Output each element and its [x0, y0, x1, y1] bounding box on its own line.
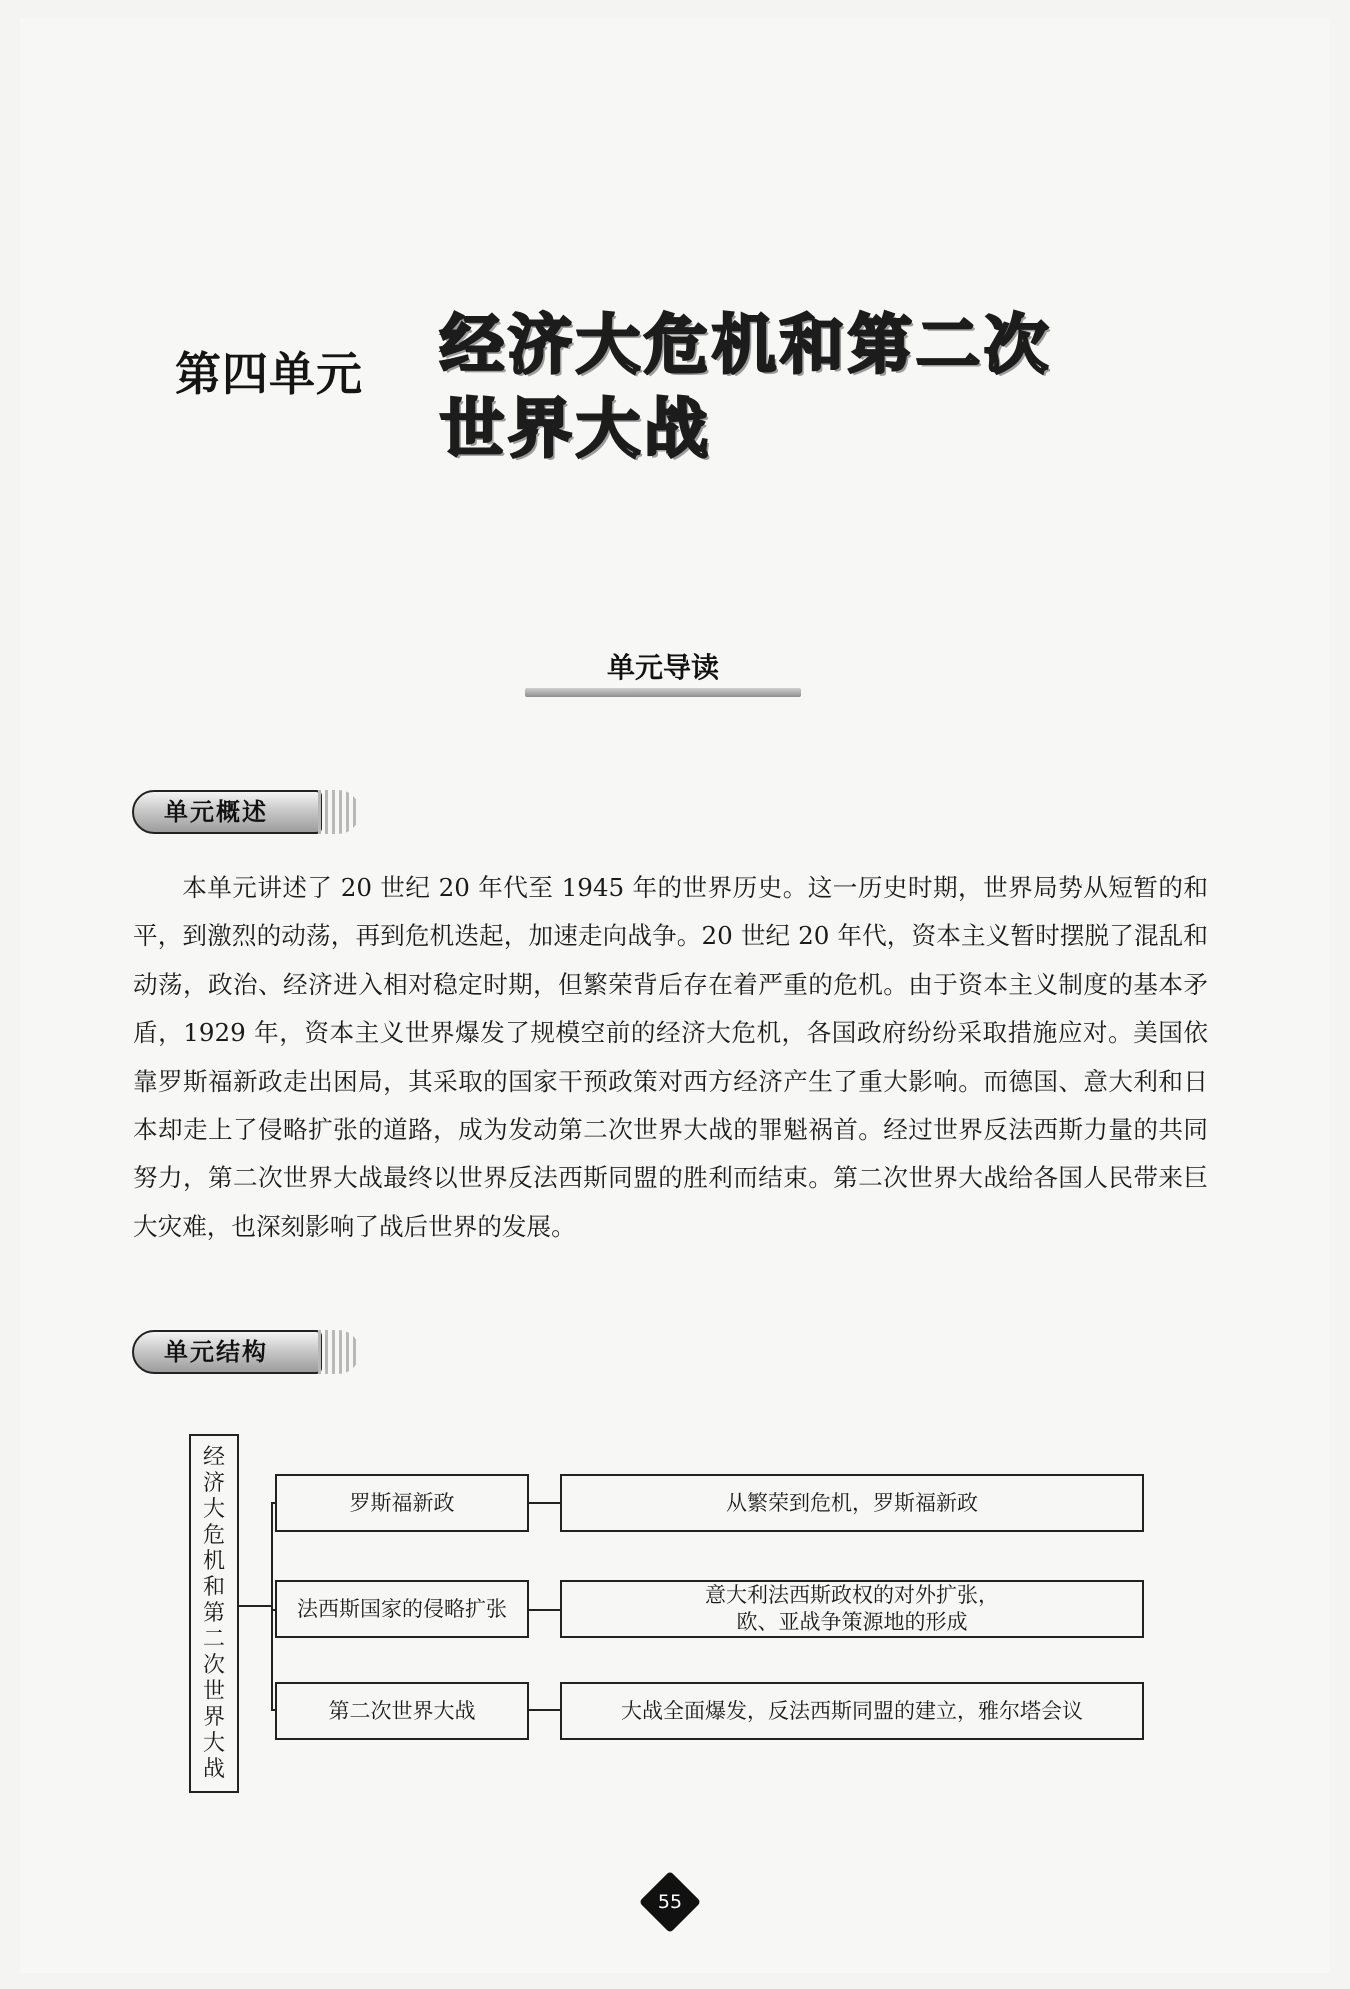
overview-tag-decoration: [318, 790, 360, 834]
topic-box: [275, 1580, 529, 1638]
root-char: 危: [202, 1522, 225, 1548]
root-char: 经: [202, 1444, 225, 1470]
detail-box: [560, 1474, 1144, 1532]
detail-label-line-1: 意大利法西斯政权的对外扩张，: [705, 1583, 999, 1607]
unit-title: [440, 304, 1052, 472]
heading-underline: [525, 688, 801, 697]
root-char: 次: [202, 1652, 225, 1678]
root-char: 大: [202, 1496, 225, 1522]
structure-tag-decoration: [318, 1330, 360, 1374]
topic-box: [275, 1682, 529, 1740]
detail-label-line-2: 欧、亚战争策源地的形成: [736, 1610, 968, 1634]
topic-label: 第二次世界大战: [328, 1698, 476, 1723]
root-char: 和: [202, 1574, 225, 1600]
root-char: 机: [202, 1548, 225, 1574]
page-number: 55: [657, 1891, 683, 1913]
topic-label: 罗斯福新政: [349, 1490, 455, 1515]
detail-box: [560, 1682, 1144, 1740]
unit-title-line-2: 世界大战: [440, 393, 712, 467]
root-char: 界: [202, 1704, 225, 1730]
overview-paragraph: 本单元讲述了 20 世纪 20 年代至 1945 年的世界历史。这一历史时期，世界局势从短暂的和平，到激烈的动荡，再到危机迭起，加速走向战争。20 世纪 20 年代，资本主义暂时摆脱了混乱和动荡，政治、经济进入相对稳定时期，但繁荣背后存在着严重的危机。由于资本主义制度的基本矛盾，1929 年，资本主义世界爆发了规模空前的经济大危机，各国政府纷纷采取措施应对。美国依靠罗斯福新政走出困局，其采取的国家干预政策对西方经济产生了重大影响。而德国、意大利和日本却走上了侵略扩张的道路，成为发动第二次世界大战的罪魁祸首。经过世界反法西斯力量的共同努力，第二次世界大战最终以世界反法西斯同盟的胜利而结束。第二次世界大战给各国人民带来巨大灾难，也深刻影响了战后世界的发展。: [133, 873, 1208, 1241]
root-char: 济: [202, 1470, 225, 1496]
root-char: 战: [202, 1756, 225, 1782]
section-heading: 单元导读: [606, 651, 719, 684]
connector-detail-1: [527, 1502, 562, 1504]
detail-label: 大战全面爆发，反法西斯同盟的建立，雅尔塔会议: [621, 1698, 1083, 1723]
topic-label: 法西斯国家的侵略扩张: [297, 1596, 507, 1621]
unit-title-line-1: 经济大危机和第二次: [440, 309, 1052, 383]
root-char: 二: [202, 1626, 225, 1652]
root-char: 大: [202, 1730, 225, 1756]
structure-root-box: [189, 1434, 239, 1793]
root-char: 第: [202, 1600, 225, 1626]
topic-box: [275, 1474, 529, 1532]
detail-box: [560, 1580, 1144, 1638]
connector-detail-2: [527, 1609, 562, 1611]
overview-tag: 单元概述: [132, 790, 322, 834]
root-char: 世: [202, 1678, 225, 1704]
connector-trunk: [271, 1502, 273, 1710]
unit-label: 第四单元: [175, 347, 363, 401]
detail-label: 从繁荣到危机，罗斯福新政: [726, 1490, 978, 1515]
connector-detail-3: [527, 1709, 562, 1711]
connector-root: [239, 1605, 272, 1607]
structure-tag: 单元结构: [132, 1330, 322, 1374]
